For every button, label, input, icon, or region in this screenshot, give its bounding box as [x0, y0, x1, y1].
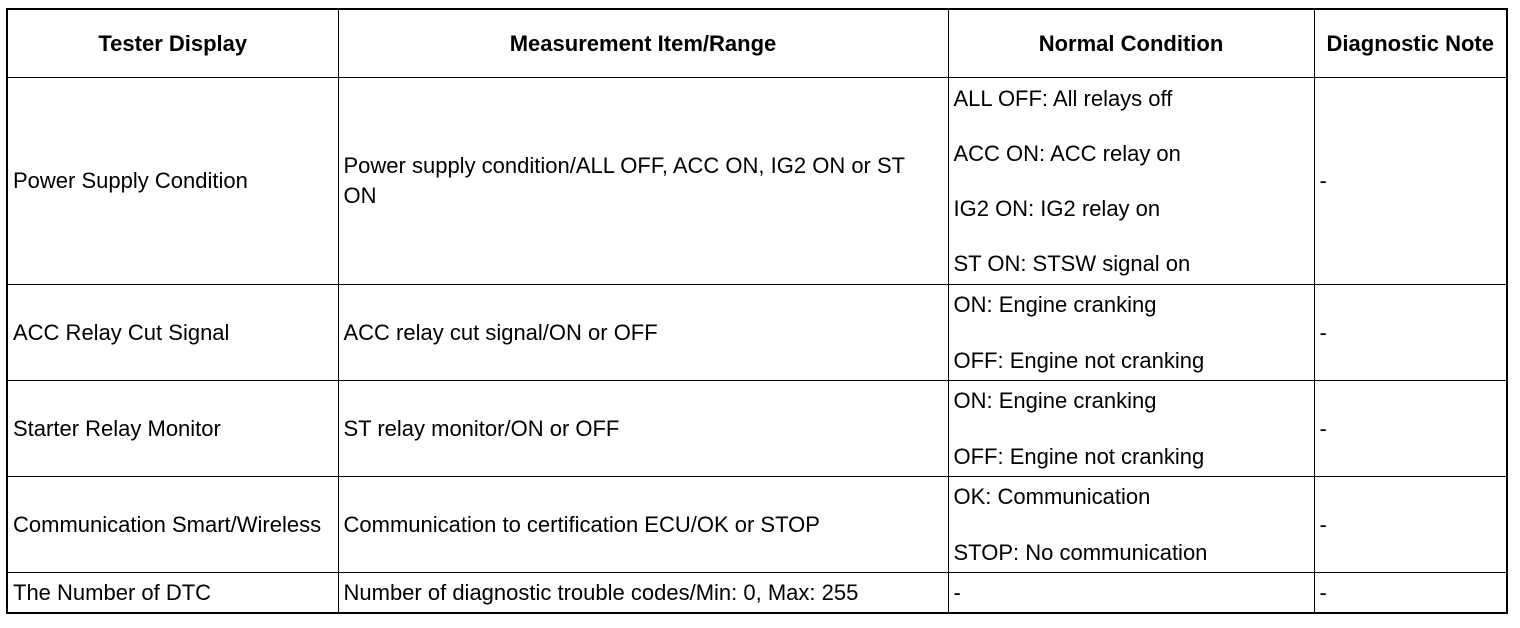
cell-diagnostic-note: - — [1314, 477, 1507, 573]
condition-line: OFF: Engine not cranking — [953, 347, 1205, 373]
table-row — [7, 285, 1507, 381]
cell-measurement: ST relay monitor/ON or OFF — [338, 381, 948, 477]
condition-line: ACC ON: ACC relay on — [953, 140, 1181, 166]
header-normal-condition: Normal Condition — [948, 9, 1314, 78]
header-diagnostic-note: Diagnostic Note — [1314, 9, 1507, 78]
cell-measurement: Number of diagnostic trouble codes/Min: 0, Max: 255 — [338, 573, 948, 614]
cell-normal-condition — [948, 381, 1314, 477]
table-row — [7, 78, 1507, 285]
condition-line: ON: Engine cranking — [953, 291, 1157, 317]
table-row — [7, 381, 1507, 477]
cell-diagnostic-note: - — [1314, 573, 1507, 614]
cell-diagnostic-note: - — [1314, 381, 1507, 477]
cell-normal-condition — [948, 285, 1314, 381]
cell-tester-display: The Number of DTC — [7, 573, 338, 614]
condition-line: IG2 ON: IG2 relay on — [953, 195, 1161, 221]
cell-normal-condition — [948, 78, 1314, 285]
cell-normal-condition: - — [948, 573, 1314, 614]
header-measurement-item: Measurement Item/Range — [338, 9, 948, 78]
cell-measurement: ACC relay cut signal/ON or OFF — [338, 285, 948, 381]
cell-normal-condition — [948, 477, 1314, 573]
condition-line: ON: Engine cranking — [953, 387, 1157, 413]
condition-line: ALL OFF: All relays off — [953, 85, 1173, 111]
cell-diagnostic-note: - — [1314, 285, 1507, 381]
table-header-row — [7, 9, 1507, 78]
cell-measurement: Communication to certification ECU/OK or STOP — [338, 477, 948, 573]
cell-measurement: Power supply condition/ALL OFF, ACC ON, IG2 ON or ST ON — [338, 78, 948, 285]
data-list-table — [6, 8, 1508, 614]
cell-tester-display: ACC Relay Cut Signal — [7, 285, 338, 381]
table-row — [7, 573, 1507, 614]
condition-line: STOP: No communication — [953, 539, 1208, 565]
cell-tester-display: Communication Smart/Wireless — [7, 477, 338, 573]
condition-line: ST ON: STSW signal on — [953, 250, 1191, 276]
cell-tester-display: Starter Relay Monitor — [7, 381, 338, 477]
cell-tester-display: Power Supply Condition — [7, 78, 338, 285]
header-tester-display: Tester Display — [7, 9, 338, 78]
condition-line: OK: Communication — [953, 483, 1151, 509]
table-row — [7, 477, 1507, 573]
cell-diagnostic-note: - — [1314, 78, 1507, 285]
condition-line: OFF: Engine not cranking — [953, 443, 1205, 469]
